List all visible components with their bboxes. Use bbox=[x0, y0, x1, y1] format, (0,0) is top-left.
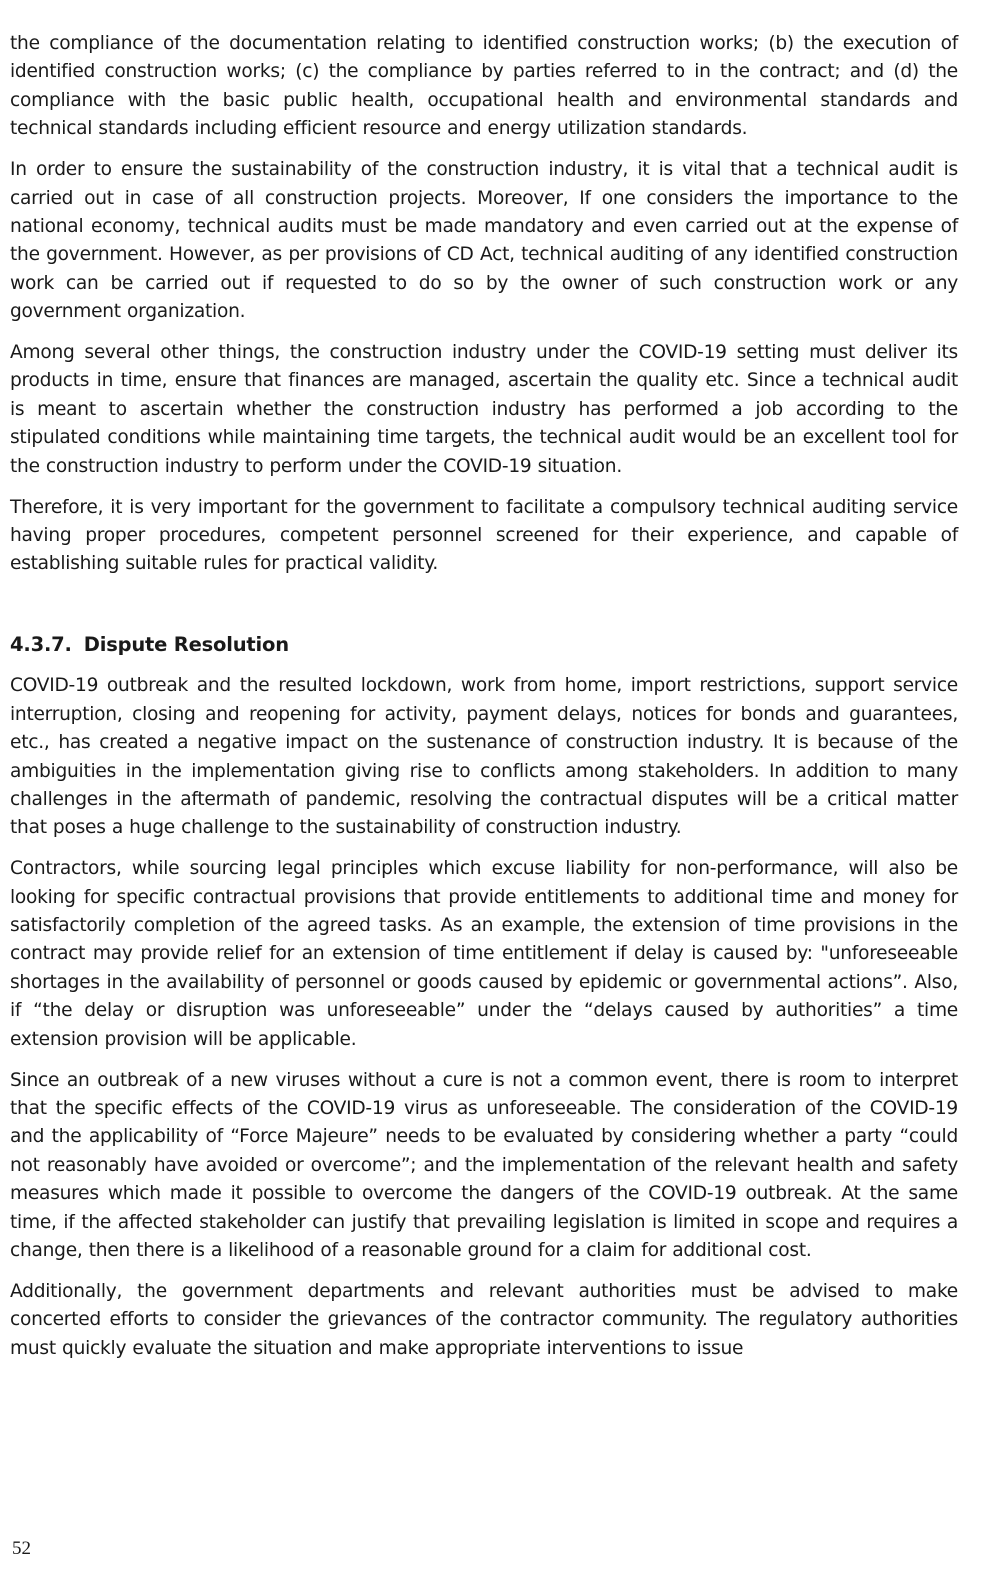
page-number: 52 bbox=[12, 1538, 31, 1559]
paragraph-contractor-provisions: Contractors, while sourcing legal principles which excuse liability for non-performance, will also be looking for specific contractual provisions that provide entitlements to additional time and money for satisfactorily completion of the agreed tasks. As an example, the extension of time provisions in the contract may provide relief for an extension of time entitlement if delay is caused by: "unforeseeable shortages in the availability of personnel or goods caused by epidemic or governmental actions”. Also, if “the delay or disruption was unforeseeable” under the “delays caused by authorities” a time extension provision will be applicable. bbox=[10, 858, 958, 1050]
section-spacer bbox=[10, 591, 958, 631]
paragraph-compliance: the compliance of the documentation relating to identified construction works; (b) the execution of identified construction works; (c) the compliance by parties referred to in the contract; and (d) the compliance with the basic public health, occupational health and environmental standards and technical standards including efficient resource and energy utilization standards. bbox=[10, 33, 958, 140]
section-title: Dispute Resolution bbox=[83, 633, 289, 657]
section-number: 4.3.7. bbox=[10, 633, 72, 657]
paragraph-compulsory-audit: Therefore, it is very important for the government to facilitate a compulsory technical auditing service having proper procedures, competent personnel screened for their experience, and capable of establishing suitable rules for practical validity. bbox=[10, 496, 958, 575]
paragraph-technical-audit-sustainability: In order to ensure the sustainability of the construction industry, it is vital that a technical audit is carried out in case of all construction projects. Moreover, If one considers the importance to the national economy, technical audits must be made mandatory and even carried out at the expense of the government. However, as per provisions of CD Act, technical auditing of any identified construction work can be carried out if requested to do so by the owner of such construction work or any government organization. bbox=[10, 159, 958, 323]
document-page bbox=[10, 30, 958, 1376]
paragraph-covid-construction-delivery: Among several other things, the construction industry under the COVID-19 setting must deliver its products in time, ensure that finances are managed, ascertain the quality etc. Since a technical audit is meant to ascertain whether the construction industry has performed a job according to the stipulated conditions while maintaining time targets, the technical audit would be an excellent tool for the construction industry to perform under the COVID-19 situation. bbox=[10, 342, 958, 477]
paragraph-covid-impact: COVID-19 outbreak and the resulted lockdown, work from home, import restrictions, support service interruption, closing and reopening for activity, payment delays, notices for bonds and guarantees, etc., has created a negative impact on the sustenance of construction industry. It is because of the ambiguities in the implementation giving rise to conflicts among stakeholders. In addition to many challenges in the aftermath of pandemic, resolving the contractual disputes will be a critical matter that poses a huge challenge to the sustainability of construction industry. bbox=[10, 675, 958, 839]
section-heading bbox=[10, 631, 958, 659]
paragraph-force-majeure: Since an outbreak of a new viruses without a cure is not a common event, there is room to interpret that the specific effects of the COVID-19 virus as unforeseeable. The consideration of the COVID-19 and the applicability of “Force Majeure” needs to be evaluated by considering whether a party “could not reasonably have avoided or overcome”; and the implementation of the relevant health and safety measures which made it possible to overcome the dangers of the COVID-19 outbreak. At the same time, if the affected stakeholder can justify that prevailing legislation is limited in scope and requires a change, then there is a likelihood of a reasonable ground for a claim for additional cost. bbox=[10, 1069, 958, 1262]
paragraph-government-grievances: Additionally, the government departments and relevant authorities must be advised to make concerted efforts to consider the grievances of the contractor community. The regulatory authorities must quickly evaluate the situation and make appropriate interventions to issue bbox=[10, 1280, 958, 1359]
